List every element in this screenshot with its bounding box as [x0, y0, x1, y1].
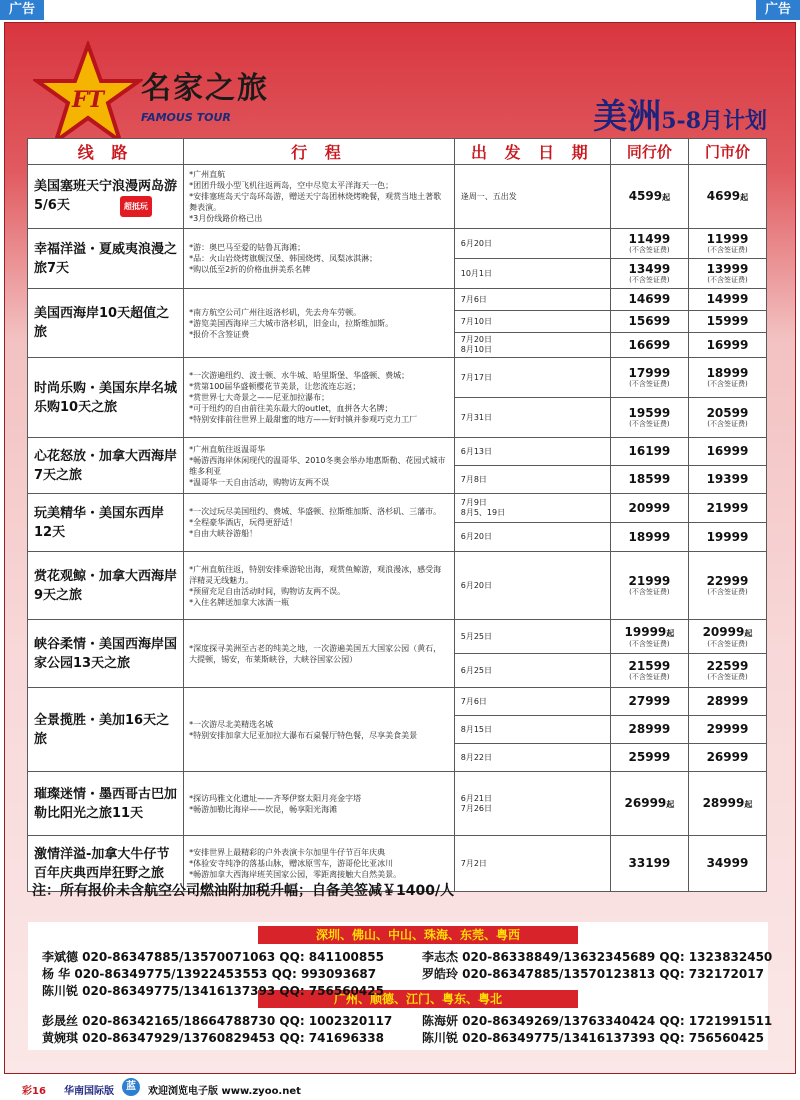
- itinerary-details: [184, 552, 455, 620]
- itinerary-line: *一次游遍纽约、波士顿、水牛城、哈里斯堡、华盛顿、费城；: [189, 371, 410, 380]
- itinerary-line: *品：火山岩烧烤旗舰汉堡、韩国烧烤、凤梨冰淇淋；: [189, 254, 378, 263]
- route-name: 全景揽胜・美加16天之旅: [28, 688, 184, 772]
- header-date: 出 发 日 期: [454, 139, 610, 165]
- contact-entry: 李志杰 020-86338849/13632345689 QQ: 1323832450: [422, 950, 773, 964]
- retail-price: 22599 (不含签证费): [688, 654, 766, 688]
- itinerary-details: [184, 772, 455, 836]
- itinerary-line: *购以低至2折的价格血拼美系名牌: [189, 265, 311, 274]
- peer-price: 26999起: [610, 772, 688, 836]
- route-name: 美国西海岸10天超值之旅: [28, 289, 184, 358]
- contact-entry: 陈海妍 020-86349269/13763340424 QQ: 1721991511: [422, 1014, 773, 1028]
- peer-price: 21999 (不含签证费): [610, 552, 688, 620]
- header-itinerary: 行 程: [184, 139, 455, 165]
- peer-price: 4599起: [610, 165, 688, 229]
- itinerary-line: *畅游西海岸休闲现代的温哥华、2010冬奥会举办地惠斯勒、花园式城市维多利亚: [189, 455, 446, 476]
- itinerary-line: *报价不含签证费: [189, 329, 250, 339]
- contact-entry: 陈川锐 020-86349775/13416137393 QQ: 756560425: [422, 1031, 764, 1045]
- star-logo-icon: [33, 41, 143, 151]
- departure-date: 7月6日: [454, 688, 610, 716]
- route-name: 峡谷柔情・美国西海岸国家公园13天之旅: [28, 620, 184, 688]
- itinerary-line: *3月份线路价格已出: [189, 214, 263, 223]
- itinerary-details: [184, 688, 455, 772]
- itinerary-details: [184, 358, 455, 438]
- retail-price: 16999: [688, 333, 766, 358]
- route-name: 激情洋溢-加拿大牛仔节百年庆典西岸狂野之旅: [28, 836, 184, 892]
- departure-date: 8月22日: [454, 744, 610, 772]
- contact-entry: 罗皓玲 020-86347885/13570123813 QQ: 732172017: [422, 967, 764, 981]
- contact-entry: 陈川锐 020-86349775/13416137393 QQ: 756560425: [42, 984, 384, 998]
- retail-price: 29999: [688, 716, 766, 744]
- departure-date: 6月20日: [454, 229, 610, 259]
- departure-date: 7月10日: [454, 311, 610, 333]
- route-name: 心花怒放・加拿大西海岸7天之旅: [28, 438, 184, 494]
- table-row: [28, 438, 767, 466]
- departure-date: 5月25日: [454, 620, 610, 654]
- itinerary-line: *特别安排加拿大尼亚加拉大瀑布石桌餐厅特色餐，尽享美食美景: [189, 730, 418, 740]
- itinerary-line: *入住名牌送加拿大冰酒一瓶: [189, 597, 290, 607]
- retail-price: 14999: [688, 289, 766, 311]
- retail-price: 4699起: [688, 165, 766, 229]
- itinerary-details: [184, 229, 455, 289]
- header-peer-price: 同行价: [610, 139, 688, 165]
- retail-price: 20999起 (不含签证费): [688, 620, 766, 654]
- itinerary-line: *自由大峡谷游船！: [189, 529, 258, 538]
- itinerary-line: *广州直航: [189, 170, 226, 179]
- retail-price: 28999: [688, 688, 766, 716]
- peer-price: 17999 (不含签证费): [610, 358, 688, 398]
- itinerary-line: *团团升级小型飞机往返两岛，空中尽览太平洋海天一色；: [189, 181, 394, 190]
- itinerary-details: [184, 494, 455, 552]
- retail-price: 20599 (不含签证费): [688, 398, 766, 438]
- retail-price: 28999起: [688, 772, 766, 836]
- itinerary-line: *广州直航往返温哥华: [189, 444, 266, 454]
- retail-price: 22999 (不含签证费): [688, 552, 766, 620]
- itinerary-line: *安排世界上最精彩的户外表演卡尔加里牛仔节百年庆典: [189, 848, 386, 857]
- peer-price: 19999起 (不含签证费): [610, 620, 688, 654]
- contact-entry: 彭晟丝 020-86342165/18664788730 QQ: 1002320117: [42, 1014, 393, 1028]
- departure-date: 6月13日: [454, 438, 610, 466]
- retail-price: 34999: [688, 836, 766, 892]
- ad-tag-left: 广告: [0, 0, 44, 20]
- itinerary-line: *赏第100届华盛顿樱花节美景，让您流连忘返；: [189, 382, 361, 391]
- table-row: [28, 358, 767, 398]
- peer-price: 18999: [610, 523, 688, 552]
- retail-price: 18999 (不含签证费): [688, 358, 766, 398]
- peer-price: 16699: [610, 333, 688, 358]
- retail-price: 19999: [688, 523, 766, 552]
- footer-brand: 华南国际版: [64, 1086, 114, 1097]
- logo-subtext: FAMOUS TOUR: [141, 111, 231, 124]
- table-row: [28, 688, 767, 716]
- page-number: 彩16: [22, 1086, 46, 1097]
- departure-date: 7月31日: [454, 398, 610, 438]
- departure-date: 7月2日: [454, 836, 610, 892]
- plan-title-main: 美洲: [593, 97, 662, 137]
- footer: [0, 1076, 800, 1100]
- region-bar-2: 广州、顺德、江门、粤东、粤北: [258, 990, 578, 1008]
- itinerary-line: *赏世界七大奇景之——尼亚加拉瀑布；: [189, 393, 330, 402]
- footer-website: 欢迎浏览电子版 www.zyoo.net: [148, 1086, 301, 1097]
- route-name: 赏花观鲸・加拿大西海岸9天之旅: [28, 552, 184, 620]
- retail-price: 11999 (不含签证费): [688, 229, 766, 259]
- itinerary-line: *体验安寺纯净的落基山脉，赠冰原雪车，游哥伦比亚冰川: [189, 859, 394, 868]
- itinerary-details: [184, 165, 455, 229]
- peer-price: 21599 (不含签证费): [610, 654, 688, 688]
- itinerary-line: *特别安排前往世界上最甜蜜的地方——好时镇并参观巧克力工厂: [189, 415, 418, 424]
- peer-price: 20999: [610, 494, 688, 523]
- itinerary-line: *游：奥巴马至爱的钻鲁瓦海滩；: [189, 243, 306, 252]
- header-route: 线 路: [28, 139, 184, 165]
- table-row: [28, 772, 767, 836]
- logo: [33, 41, 273, 151]
- retail-price: 15999: [688, 311, 766, 333]
- itinerary-line: *游览美国西海岸三大城市洛杉矶，旧金山，拉斯维加斯。: [189, 318, 394, 328]
- table-header-row: [28, 139, 767, 165]
- itinerary-line: *全程豪华酒店，玩得更舒适！: [189, 518, 298, 527]
- promo-badge: 超抵玩: [120, 196, 152, 217]
- itinerary-line: *畅游加勒比海岸——坎昆，畅享阳光海滩: [189, 804, 338, 814]
- peer-price: 27999: [610, 688, 688, 716]
- itinerary-line: *可于纽约的自由前往美东最大的outlet，血拼各大名牌；: [189, 404, 393, 413]
- retail-price: 13999 (不含签证费): [688, 259, 766, 289]
- departure-date: 6月20日: [454, 523, 610, 552]
- peer-price: 25999: [610, 744, 688, 772]
- itinerary-line: *南方航空公司广州往返洛杉矶，先去舟车劳顿。: [189, 307, 362, 317]
- peer-price: 14699: [610, 289, 688, 311]
- route-name: 时尚乐购・美国东岸名城乐购10天之旅: [28, 358, 184, 438]
- contact-entry: 黄婉琪 020-86347929/13760829453 QQ: 741696338: [42, 1031, 384, 1045]
- itinerary-details: [184, 289, 455, 358]
- departure-date: 6月25日: [454, 654, 610, 688]
- peer-price: 11499 (不含签证费): [610, 229, 688, 259]
- contact-entry: 杨 华 020-86349775/13922453553 QQ: 993093687: [42, 967, 377, 981]
- peer-price: 16199: [610, 438, 688, 466]
- itinerary-line: *预留充足自由活动时间，购物访友两不误。: [189, 586, 346, 596]
- retail-price: 26999: [688, 744, 766, 772]
- retail-price: 16999: [688, 438, 766, 466]
- itinerary-line: *一次过玩尽美国纽约、费城、华盛顿、拉斯维加斯、洛杉矶、三藩市。: [189, 507, 442, 516]
- itinerary-details: [184, 438, 455, 494]
- route-name: 美国塞班天宁浪漫两岛游5/6天 超抵玩: [28, 165, 184, 229]
- peer-price: 19599 (不含签证费): [610, 398, 688, 438]
- table-row: [28, 620, 767, 654]
- route-name: 玩美精华・美国东西岸12天: [28, 494, 184, 552]
- svg-text:FT: FT: [72, 87, 104, 113]
- itinerary-line: *畅游加拿大西海岸班芙国家公园，零距离接触大自然美景。: [189, 870, 402, 879]
- table-row: [28, 289, 767, 311]
- retail-price: 19399: [688, 466, 766, 494]
- peer-price: 13499 (不含签证费): [610, 259, 688, 289]
- ad-tag-right: 广告: [756, 0, 800, 20]
- price-note: 注：所有报价未含航空公司燃油附加税升幅；自备美签减￥1400/人: [32, 883, 455, 899]
- peer-price: 15699: [610, 311, 688, 333]
- region-bar-1: 深圳、佛山、中山、珠海、东莞、粤西: [258, 926, 578, 944]
- itinerary-line: *温哥华一天自由活动，购物访友两不误: [189, 477, 330, 487]
- plan-title-range: 5-8月计划: [661, 108, 767, 134]
- peer-price: 18599: [610, 466, 688, 494]
- table-row: [28, 494, 767, 523]
- departure-date: 10月1日: [454, 259, 610, 289]
- departure-date: 6月21日 7月26日: [454, 772, 610, 836]
- departure-date: 7月20日 8月10日: [454, 333, 610, 358]
- departure-date: 7月17日: [454, 358, 610, 398]
- departure-date: 6月20日: [454, 552, 610, 620]
- departure-date: 8月15日: [454, 716, 610, 744]
- peer-price: 33199: [610, 836, 688, 892]
- itinerary-line: *探访玛雅文化遗址——齐琴伊察太阳月亮金字塔: [189, 793, 362, 803]
- departure-date: 7月6日: [454, 289, 610, 311]
- logo-text: 名家之旅: [141, 71, 269, 106]
- departure-date: 7月8日: [454, 466, 610, 494]
- table-row: [28, 165, 767, 229]
- plan-title: [593, 89, 767, 138]
- departure-date: 逢周一、五出发: [454, 165, 610, 229]
- route-name: 璀璨迷情・墨西哥古巴加勒比阳光之旅11天: [28, 772, 184, 836]
- itinerary-line: *广州直航往返，特别安排乘游轮出海，观赏鱼鲸游，观浪漫冰，感受海洋精灵无线魅力。: [189, 564, 442, 585]
- footer-logo-icon: 蓝: [122, 1078, 140, 1096]
- itinerary-line: *安排塞班岛天宁岛环岛游，赠送天宁岛团林烧烤晚餐，观赏当地土著歌舞表演。: [189, 192, 442, 212]
- table-row: [28, 552, 767, 620]
- peer-price: 28999: [610, 716, 688, 744]
- routes-table: [27, 138, 767, 892]
- table-row: [28, 229, 767, 259]
- itinerary-line: *深度探寻美洲至古老的纯美之地，一次游遍美国五大国家公园（黄石，大提顿，锡安，布莱斯峡谷，大峡谷国家公园）: [189, 643, 442, 664]
- header-retail-price: 门市价: [688, 139, 766, 165]
- contact-entry: 李斌德 020-86347885/13570071063 QQ: 841100855: [42, 950, 384, 964]
- itinerary-line: *一次游尽北美精选名城: [189, 719, 274, 729]
- contacts-panel: [28, 922, 773, 1050]
- retail-price: 21999: [688, 494, 766, 523]
- itinerary-details: [184, 620, 455, 688]
- route-name: 幸福洋溢・夏威夷浪漫之旅7天: [28, 229, 184, 289]
- departure-date: 7月9日 8月5、19日: [454, 494, 610, 523]
